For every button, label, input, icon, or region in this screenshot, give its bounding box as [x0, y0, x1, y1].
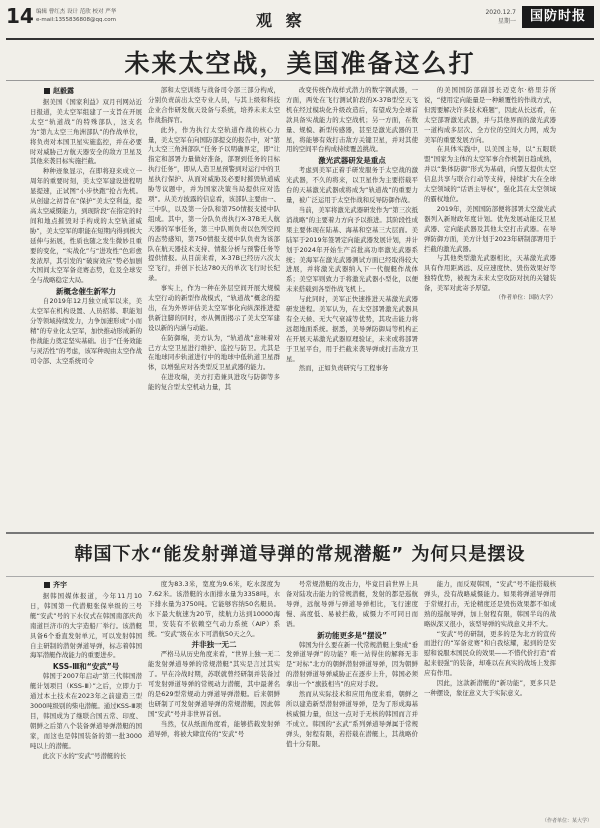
paragraph: 当前，美军将激光武器研发作为“第三次抵消战略”的主要着力方向予以推进。其阶段性成果主要体现在陆基、海基和空基三大层面。美陆军于2019年签署定向能武器发展计划，并计划于2024年开始生产首批高功率激光武器系统；美海军在激光武器测试方面已经取得较大进展，并将激光武器纳入下一代舰艇作战体系；美空军则致力于将激光武器小型化，以便未来搭载到各型作战飞机上。 — [286, 205, 418, 294]
byline-name: 赵毅露 — [53, 87, 74, 95]
issue-date — [485, 8, 516, 26]
paragraph: 韩国为什么要在新一代常规潜艇上集成“垂发弹道导弹”的功能？唯一站得住的解释无非是“对标”北方的朝鲜潜射弹道导弹，因为朝鲜的潜射弹道导弹威胁正在逐步上升，韩国必须拿出一个“旗鼓相当”的应对手段。 — [286, 640, 418, 689]
subheading: 新概念催生新军力 — [56, 287, 116, 297]
subheading: 激光武器研发是重点 — [318, 156, 386, 166]
title-rule-2 — [6, 576, 594, 577]
email-line: e-mail:1355836808@qq.com — [36, 17, 116, 23]
article2-column-3 — [286, 580, 418, 816]
article1-title: 未来太空战，美国准备这么打 — [124, 49, 476, 78]
article1-column-4 — [424, 86, 556, 526]
article1-byline — [44, 86, 74, 96]
subheading: 并非独一无二 — [191, 640, 237, 650]
paragraph: 在具体实践中，以美国主导，以“五眼联盟”国家为主体的太空军事合作机制日趋成熟，并以“集体防御”形式为基础，向盟友提供太空信息共享与联合行动等支持，持续扩大在全球太空领域的“话语主导权”，强化其在太空领域的霸权地位。 — [424, 145, 556, 203]
paragraph: 当然，仅从纸面角度看，能够搭载发射弹道导弹，将被大肆宣传的“安武”号 — [148, 719, 280, 738]
paragraph: 然而从实际技术和应用角度来看，朝鲜之所以建造新型潜射弹道导弹，是为了形成海基核威慑力量，但这一点对于无核的韩国而言并不成立。韩国的“玄武”系列弹道导弹属于常规弹头，射程有限，若搭载在潜艇上，其战略价值十分有限。 — [286, 690, 418, 748]
paragraph: 因此，这款新潜艇的“新功能”，更多只是一种摆设，象征意义大于实际意义。 — [424, 679, 556, 697]
editor-line: 编辑 曹红杰 设计 范欣 校对 严华 — [36, 9, 117, 15]
paragraph: 严格马从历史角度来看，“世界上独一无二能发射弹道导弹的常规潜艇”其实是言过其实了。早在冷战时期，苏联就曾经研制并装备过可发射弹道导弹的常规动力潜艇，其中最著名的是629型常规动力弹道导弹潜艇。后来朝鲜也研制了可发射弹道导弹的常规潜艇，因此韩国“安武”号并非世界首创。 — [148, 650, 280, 718]
byline-name: 齐宇 — [53, 581, 67, 589]
paragraph: 改变传统作战样式潜力的数字钢武器，一方面，两处在飞行测试阶段的X-37B型空天飞机在经过模块化升级改造后，有望成为全球首款具备实战能力的太空战机；另一方面，在数量、规模、新型传感器，甚至是激光武器的卫星，将能够有效打击敌方关键卫星，并对其使用的空间平台构成持续覆盖挑战。 — [286, 86, 418, 154]
paragraph: 此次下水的“安武”号潜艇的长 — [42, 751, 127, 760]
paragraph: 号常规潜艇的攻击力，毕竟目前世界上具备对陆攻击能力的常规潜艇，发射的都是巡航导弹，远航导弹与弹道导弹相比，飞行速度慢、高度低、易被拦截，威慑力不可同日而语。 — [286, 580, 418, 628]
paragraph: 部和太空训练与战备司令部三部分构成，分别负责前出太空专业人员，与其上级和科技企业合作研发航天设备与系统，培养未来太空作战指挥官。 — [148, 86, 280, 124]
paragraph: 据韩国媒体报道，今年11月10日，韩国第一代潜艇张保皋级的三号艇“安武”号的下水仪式在韩国南部庆尚南道巨济市的大宇造船厂举行。该潜艇具备6个垂直发射单元，可以发射韩国自主研制的潜射弹道导弹，标志着韩国海军潜艇作战能力的重要进步。 — [30, 592, 142, 660]
title-rule — [6, 80, 594, 81]
paragraph: 度为83.3米，宽度为9.6米，吃水深度为7.62米。该潜艇的水面排水量为3358吨，水下排水量为3750吨。它能够容纳50名艇员。水下最大航速为20节，续航力达到10000海里，安装有不依赖空气动力系统（AIP）系统。“安武”级在水下可潜航50天之久。 — [148, 580, 280, 638]
paragraph: 然而，正如负责研究与工程事务 — [298, 364, 389, 373]
subheading: KSS-Ⅲ和“安武”号 — [52, 662, 120, 672]
article2-credit: （作者单位：某大学） — [541, 818, 592, 824]
byline-marker-icon — [44, 582, 50, 588]
paragraph: “安武”号的研制，更多的是为北方的宣传而进行的“军备竞赛”和自我炫耀，起到的是安慰和说服本国民众的效果——不惜代价打造“看起来很强”的装备，却难以在真实的战场上发挥应有作用。 — [424, 629, 556, 678]
section-title: 观 察 — [256, 11, 306, 30]
article-divider — [6, 532, 594, 534]
article1-column-1 — [30, 98, 142, 526]
article2-column-4 — [424, 580, 556, 816]
page-header — [6, 4, 594, 40]
paragraph: 2019年，美国国防部便将部署太空激光武器列入新财政年度计划。优先发展动能反卫星武器、定向能武器及其他太空打击武器。在导弹防御方面，美方计划于2023年研制部署用于拦截的激光武器。 — [424, 204, 556, 253]
article2-column-2 — [148, 580, 280, 816]
article2-byline — [44, 580, 67, 590]
paragraph: 韩国于2007年启动“第三代韩国潜艇计划项目（KSS-Ⅲ）”之后，立即力于通过本土技术在2023年之前建造三型3000吨级别的柴电潜艇。通过KSS-Ⅲ项目，韩国成为了继联合国五常、印度、朝鲜之后第八个装备弹道导弹潜艇的国家，而这也是韩国装备的第一批3000吨以上的潜艇。 — [30, 672, 142, 750]
subheading: 新功能更多是“摆设” — [317, 630, 387, 640]
masthead-logo: 国防时报 — [522, 6, 594, 28]
paragraph: 自2019年12月独立成军以来，美太空军在机构设置、人员招募、职能划分等领域持续发力，力争加速形成“小而精”的专业化太空军，加快推动形成新的作战能力奠定坚实基础。出于“任务效能与灵活性”的考虑，该军种现由太空作战司令部、太空系统司令 — [30, 297, 142, 365]
article1-column-3 — [286, 86, 418, 526]
paragraph: 与其他类型激光武器相比，天基激光武器具有作用距离远、反应速度快、毁伤效果好等独特优势，被视为未来太空攻防对抗的关键装备，美军对此寄予厚望。 — [424, 254, 556, 293]
page-number: 14 — [6, 4, 34, 28]
paragraph: 在防御端，美方认为，“轨道战”意味着对己方太空卫星进行维护、监控与防卫。尤其是在地球同步轨道进行中的地球中低轨道卫星群体，以增强应对各类型反卫星武器的能力。 — [148, 333, 280, 372]
article2-column-1 — [30, 592, 142, 816]
paragraph: 与此同时，美军正快速推进天基激光武器研发进程。美军认为，在太空部署激光武器具有全天候、无大气衰减等优势，其攻击能力将远超地面系统。据悉，美导弹防御局等机构正在开展天基激光武器原理验证，未来或将部署于卫星平台，用于拦截来袭导弹或打击敌方卫星。 — [286, 295, 418, 363]
paragraph: 事实上，作为一种在外层空间开展大规模太空行动的新型作战模式，“轨道战”概念的提出，在为外界评估美太空军事化向纵深推进提供新注脚的同时，亦从侧面揭示了美太空军建设以新的内涵与动能。 — [148, 284, 280, 332]
weekday-value: 星期一 — [497, 18, 516, 25]
paragraph: 据美国《国家利益》双月刊网站近日报道，美太空军组建了一支旨在开展太空“轨道战”的特殊部队，这支名为“第九太空三角洲部队”的作战单位，将负责对本国卫星实施监控，并在必要时对威胁己方航天器安全的敌方卫星及其他来袭目标实施拦截。 — [30, 98, 142, 166]
byline-marker-icon — [44, 88, 50, 94]
paragraph: 能力，而反观韩国，“安武”号不能搭载核弹头，没有战略威慑能力。如果将弹道导弹用于常规打击，无论精度还是毁伤效果都不如成熟的巡航导弹，加上射程有限，韩国半岛的战略纵深又很小，该型导弹的实战意义并不大。 — [424, 580, 556, 628]
editor-info — [36, 8, 116, 24]
paragraph: 在进攻端，美方打造兼具进攻与防御等多能的复合型太空机动力量，其 — [148, 373, 280, 392]
date-value: 2020.12.7 — [485, 9, 516, 16]
article1-column-2 — [148, 86, 280, 526]
paragraph: 的美国国防部副部长迈克尔·格里芬所说，“使用定向能量是一种颠覆性的作战方式，但需要解决许多技术难题”，因此从长远看，在太空部署激光武器，并与其他界面的激光武器一道构成多层次、全方位的空间火力网，成为美军的重要发展方向。 — [424, 86, 556, 144]
article2-title: 韩国下水“能发射弹道导弹的常规潜艇” 为何只是摆设 — [74, 544, 526, 565]
paragraph: 此外，作为执行太空轨道作战的核心力量，美太空军在向国防部提交的报告中，对“第九太空三角洲部队”任务予以明确界定，即“让指定和部署力量做好准备，部署到任务的目标执行任务”，即从人造卫星预警到对运行中的卫星执行保护、从面对威胁及必要时摧毁轨道威胁等议题中，并为国家决策当局提供应对选项”。从美方披露的信息看，该部队主要由一、三中队，以及第一分队和第750情报支援中队组成。其中，第一分队负责执行X-37B无人航天器的军事任务，第三中队则负责以色列空间的态势感知，第750情报支援中队负责为该部队在航天器技术支持、情报分析与预警任务等提供情报。从目前来看，X-37B已经历六次太空飞行，并创下长达780天的单次飞行时长纪录。 — [148, 125, 280, 283]
paragraph: 考虑到美军正着手研发服务于太空战的激光武器，不久的将来，以卫星作为主要搭载平台的天基激光武器或将成为“轨道战”的重要力量，被广泛运用于太空作战和反导防御作战。 — [286, 166, 418, 205]
paragraph: 种种迹象显示，在即将迎来成立一周年的重要时刻，美太空军建设进程明显提速，正试图“小步快跑”抢占先机。从创建之初旨在“保护”美太空利益，提高太空威慑能力，到现阶段“在指定的时间和地点摧毁对手构成的太空轨道威胁”，美太空军的职能在短期内得到极大延伸与拓展，性质也随之发生微妙且重要的变化，“实战化”与“进攻性”色彩愈发浓厚，其引发的“破窗效应”势必加剧大国间太空军备竞赛态势，危及全球安全与战略稳定大局。 — [30, 167, 142, 285]
author-affiliation: （作者单位：国防大学） — [495, 295, 556, 302]
